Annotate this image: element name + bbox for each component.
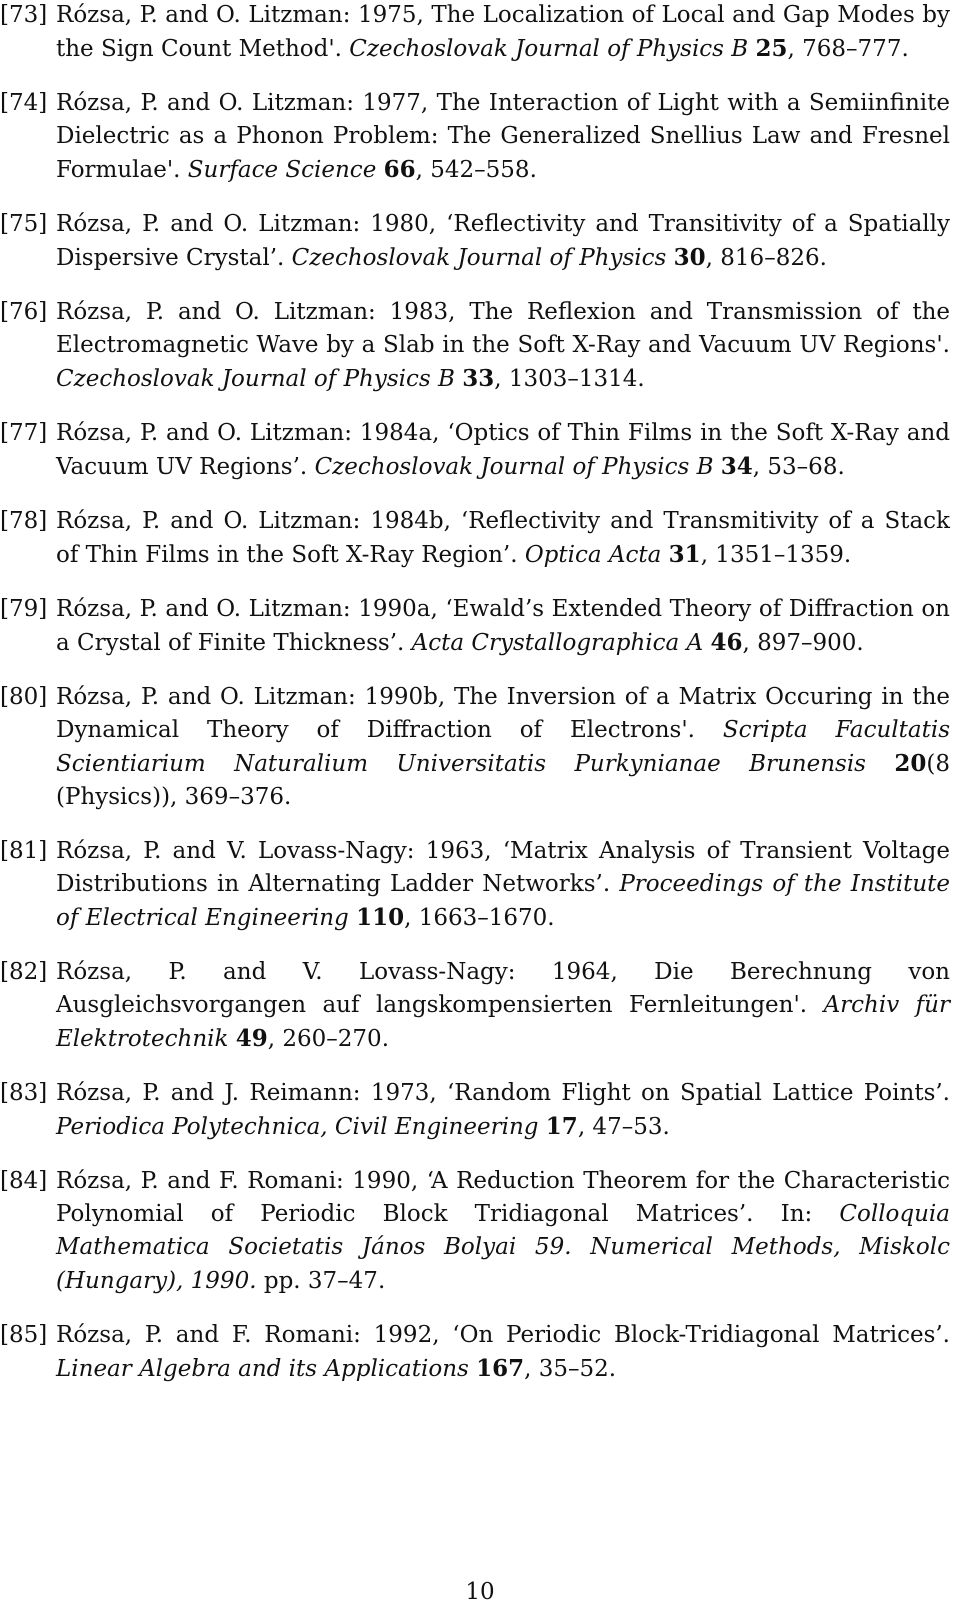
reference-number: [80]	[0, 684, 48, 710]
reference-number: [81]	[0, 838, 48, 864]
reference-authors-title: Rózsa, P. and V. Lovass-Nagy: 1963, ‘Matrix Analysis of Transient Voltage Distributions in Alternating Ladder Networks’.	[56, 838, 950, 897]
reference-journal: Czechoslovak Journal of Physics	[291, 245, 667, 271]
reference-authors-title: Rózsa, P. and V. Lovass-Nagy: 1964, Die Berechnung von Ausgleichsvorgangen auf langskompensierten Fernleitungen'.	[56, 959, 950, 1018]
reference-journal: Czechoslovak Journal of Physics B	[349, 36, 749, 62]
reference-number: [75]	[0, 211, 48, 237]
reference-volume: 31	[668, 541, 701, 568]
reference-authors-title: Rózsa, P. and O. Litzman: 1975, The Localization of Local and Gap Modes by the Sign Count Method'.	[56, 2, 950, 62]
reference-number: [73]	[0, 2, 48, 28]
reference-journal: Czechoslovak Journal of Physics B	[314, 454, 714, 480]
reference-pages: , 35–52.	[524, 1356, 617, 1382]
reference-volume: 66	[383, 156, 416, 183]
reference-volume: 46	[710, 629, 743, 656]
reference-journal: Proceedings of the Institute of Electrical Engineering	[56, 871, 950, 931]
reference-authors-title: Rózsa, P. and O. Litzman: 1990a, ‘Ewald’s Extended Theory of Diffraction on a Crystal of Finite Thickness’.	[56, 596, 950, 656]
reference-volume: 34	[720, 453, 753, 480]
reference-volume: 17	[545, 1113, 578, 1140]
reference-journal: Colloquia Mathematica Societatis János Bolyai 59. Numerical Methods, Miskolc (Hungary), 1990.	[56, 1201, 950, 1294]
reference-journal: Optica Acta	[524, 542, 662, 568]
reference-number: [83]	[0, 1080, 48, 1106]
reference-authors-title: Rózsa, P. and F. Romani: 1992, ‘On Periodic Block-Tridiagonal Matrices’.	[56, 1322, 950, 1348]
reference-volume: 33	[462, 365, 495, 392]
page-number: 10	[465, 1579, 495, 1605]
reference-item-76	[0, 296, 950, 396]
reference-authors-title: Rózsa, P. and O. Litzman: 1990b, The Inversion of a Matrix Occuring in the Dynamical Theory of Diffraction of Electrons'.	[56, 684, 950, 743]
reference-number: [74]	[0, 90, 48, 116]
reference-pages: , 897–900.	[742, 630, 864, 656]
reference-pages: , 47–53.	[577, 1114, 670, 1140]
reference-pages: pp. 37–47.	[256, 1268, 386, 1294]
reference-item-84	[0, 1165, 950, 1298]
reference-pages: , 260–270.	[267, 1026, 389, 1052]
reference-item-75	[0, 208, 950, 275]
reference-journal: Czechoslovak Journal of Physics B	[56, 366, 455, 392]
reference-number: [78]	[0, 508, 48, 534]
reference-authors-title: Rózsa, P. and O. Litzman: 1983, The Reflexion and Transmission of the Electromagnetic Wave by a Slab in the Soft X-Ray and Vacuum UV Regions'.	[56, 299, 950, 358]
reference-journal: Scripta Facultatis Scientiarium Naturalium Universitatis Purkynianae Brunensis	[56, 717, 950, 777]
reference-authors-title: Rózsa, P. and O. Litzman: 1980, ‘Reflectivity and Transitivity of a Spatially Dispersive Crystal’.	[56, 211, 950, 271]
reference-volume: 110	[356, 904, 405, 931]
reference-pages: , 1663–1670.	[404, 905, 555, 931]
reference-item-83	[0, 1077, 950, 1144]
reference-authors-title: Rózsa, P. and O. Litzman: 1977, The Interaction of Light with a Semiinfinite Dielectric as a Phonon Problem: The Generalized Snellius Law and Fresnel Formulae'.	[56, 90, 950, 183]
reference-item-82	[0, 956, 950, 1056]
reference-number: [77]	[0, 420, 48, 446]
reference-journal: Acta Crystallographica A	[411, 630, 704, 656]
reference-item-74	[0, 87, 950, 187]
reference-volume: 49	[235, 1025, 268, 1052]
reference-item-80	[0, 681, 950, 814]
reference-number: [79]	[0, 596, 48, 622]
reference-item-85	[0, 1319, 950, 1386]
reference-pages: , 1351–1359.	[700, 542, 852, 568]
reference-item-73	[0, 0, 950, 66]
reference-journal: Periodica Polytechnica, Civil Engineering	[56, 1114, 539, 1140]
reference-authors-title: Rózsa, P. and F. Romani: 1990, ‘A Reduction Theorem for the Characteristic Polynomial of Periodic Block Tridiagonal Matrices’. In:	[56, 1168, 950, 1227]
reference-number: [76]	[0, 299, 48, 325]
reference-journal: Surface Science	[187, 157, 377, 183]
reference-pages: , 1303–1314.	[494, 366, 645, 392]
reference-volume: 20	[894, 750, 927, 777]
reference-number: [82]	[0, 959, 48, 985]
reference-number: [85]	[0, 1322, 48, 1348]
reference-authors-title: Rózsa, P. and O. Litzman: 1984b, ‘Reflectivity and Transmitivity of a Stack of Thin Films in the Soft X-Ray Region’.	[56, 508, 950, 568]
reference-item-77	[0, 417, 950, 484]
reference-pages: , 768–777.	[787, 36, 909, 62]
reference-volume: 167	[476, 1355, 525, 1382]
reference-item-79	[0, 593, 950, 660]
reference-authors-title: Rózsa, P. and J. Reimann: 1973, ‘Random Flight on Spatial Lattice Points’.	[56, 1080, 950, 1106]
reference-pages: , 542–558.	[415, 157, 537, 183]
reference-pages: (8 (Physics)), 369–376.	[56, 751, 950, 810]
reference-authors-title: Rózsa, P. and O. Litzman: 1984a, ‘Optics of Thin Films in the Soft X-Ray and Vacuum UV Regions’.	[56, 420, 950, 480]
reference-item-81	[0, 835, 950, 935]
reference-journal: Linear Algebra and its Applications	[56, 1356, 469, 1382]
reference-pages: , 53–68.	[752, 454, 845, 480]
reference-pages: , 816–826.	[705, 245, 827, 271]
reference-volume: 30	[673, 244, 706, 271]
reference-journal: Archiv für Elektrotechnik	[56, 992, 950, 1052]
reference-item-78	[0, 505, 950, 572]
reference-volume: 25	[755, 35, 788, 62]
reference-number: [84]	[0, 1168, 48, 1194]
